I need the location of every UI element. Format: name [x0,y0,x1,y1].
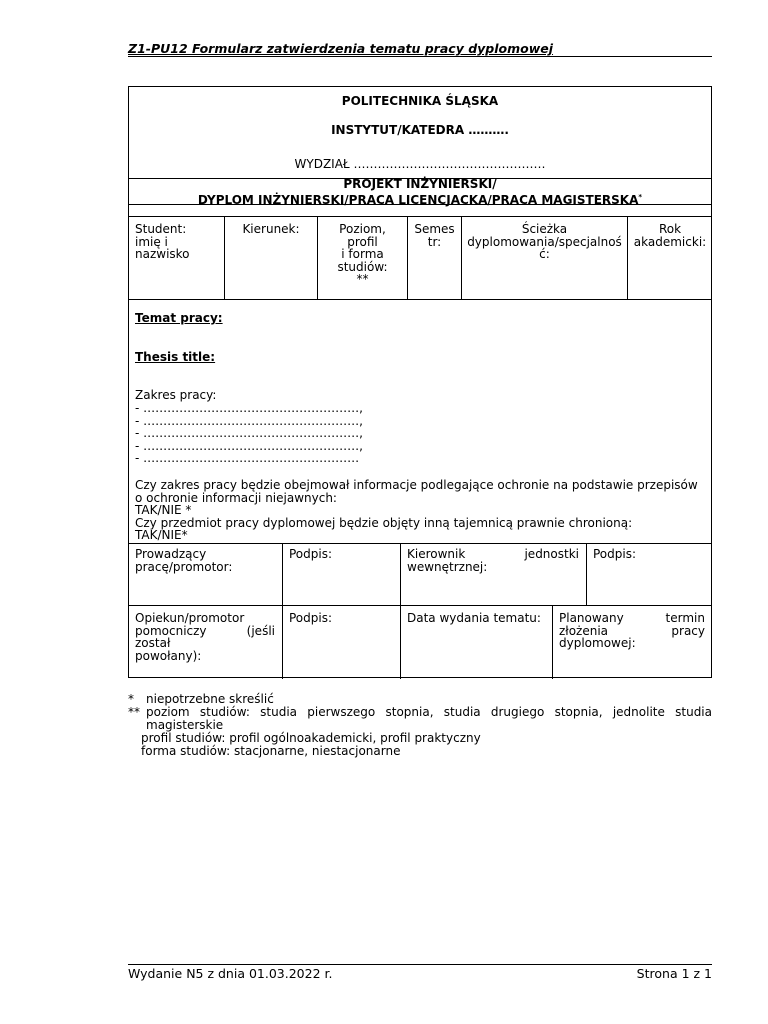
project-type-line2: DYPLOM INŻYNIERSKI/PRACA LICENCJACKA/PRACA MAGISTERSKA* [197,193,643,207]
scope-line[interactable]: - ………………………………………………, [135,401,363,415]
scope-line[interactable]: - ………………………………………………, [135,438,363,453]
field-of-study-cell[interactable]: Kierunek: [242,222,300,236]
university-name: POLITECHNIKA ŚLĄSKA [341,94,499,108]
footnotes: * niepotrzebne skreślić ** poziom studiów: studia pierwszego stopnia, studia drugiego stopnia, jednolite studia magisterskie profil studiów: profil ogólnoakademicki, profil praktyczny forma studiów: stacjonarne, niestacjonarne [128,692,712,758]
footnote-2: ** poziom studiów: studia pierwszego stopnia, studia drugiego stopnia, jednolite studia [128,705,712,719]
confidential-answer-2[interactable]: TAK/NIE* [135,528,188,542]
project-type-line1: PROJEKT INŻYNIERSKI/ [343,177,497,191]
promoter-signature-cell[interactable]: Podpis: [289,547,333,561]
head-signature-cell[interactable]: Podpis: [593,547,637,561]
head-of-unit-cell[interactable]: Kierownik jednostki wewnętrznej: [407,547,579,574]
confidential-section [135,479,707,542]
approval-form-table [128,86,712,678]
topic-label: Temat pracy: [135,311,223,325]
edition-info: Wydanie N5 z dnia 01.03.2022 r. [128,966,333,981]
academic-year-cell[interactable]: Rok akademicki: [633,222,707,249]
confidential-question-2: Czy przedmiot pracy dyplomowej będzie objęty inną tajemnicą prawnie chronioną: [135,515,633,530]
footnote-4: forma studiów: stacjonarne, niestacjonarne [141,744,401,758]
study-level-cell[interactable]: Poziom, profil i forma studiów: ** [337,222,388,286]
scope-line[interactable]: - ……………………………………………… [135,451,360,465]
promoter-cell[interactable]: Prowadzący pracę/promotor: [135,547,233,574]
institute-field[interactable]: INSTYTUT/KATEDRA ………. [331,123,509,137]
planned-submission-cell[interactable]: Planowany termin złożenia pracy dyplomowej: [559,611,705,650]
scope-line[interactable]: - ………………………………………………, [135,426,363,440]
faculty-field[interactable]: WYDZIAŁ ………………………………………… [294,157,546,171]
co-promoter-signature-cell[interactable]: Podpis: [289,611,333,625]
issue-date-cell[interactable]: Data wydania tematu: [407,611,541,625]
specialization-cell[interactable]: Ścieżka dyplomowania/specjalnoś ć: [467,222,622,261]
student-name-cell[interactable]: Student: imię i nazwisko [135,222,190,261]
page-number: Strona 1 z 1 [636,966,712,981]
semester-cell[interactable]: Semes tr: [414,222,455,249]
footnote-1: * niepotrzebne skreślić [128,692,274,706]
confidential-answer-1[interactable]: TAK/NIE * [135,503,192,517]
scope-line[interactable]: - ………………………………………………, [135,413,363,428]
scope-list[interactable] [135,402,363,465]
confidential-question-1: Czy zakres pracy będzie obejmował informacje podlegające ochronie na podstawie przepisów o ochronie informacji niejawnych: [135,478,698,505]
footnote-3: profil studiów: profil ogólnoakademicki, profil praktyczny [141,731,481,745]
document-title: Z1-PU12 Formularz zatwierdzenia tematu pracy dyplomowej [128,42,712,57]
scope-label: Zakres pracy: [135,388,217,402]
page-footer [128,964,712,981]
thesis-title-label: Thesis title: [135,350,216,364]
co-promoter-cell[interactable]: Opiekun/promotor pomocniczy (jeśli został powołany): [135,611,275,663]
